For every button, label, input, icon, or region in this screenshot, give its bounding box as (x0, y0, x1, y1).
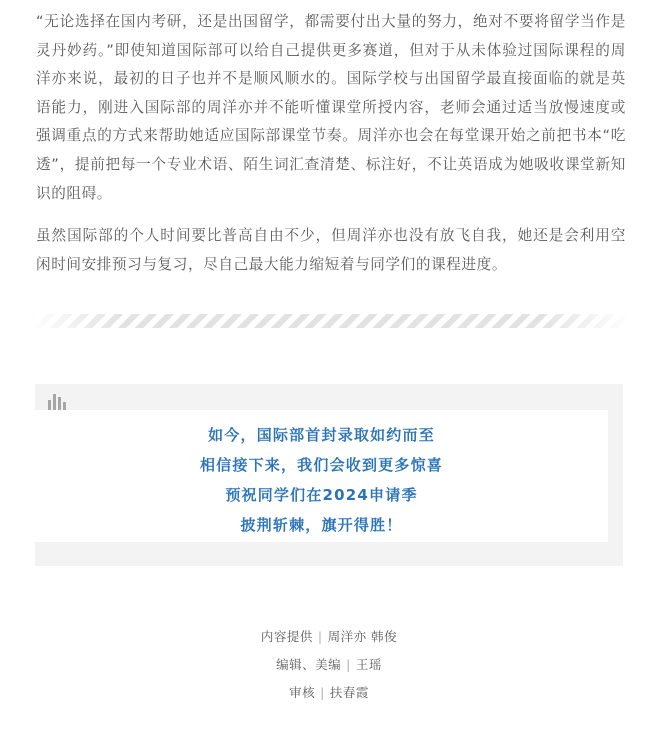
credit-content-label: 内容提供 (260, 629, 313, 644)
article-paragraph-1: “无论选择在国内考研，还是出国留学，都需要付出大量的努力，绝对不要将留学当作是灵丹妙药。”即使知道国际部可以给自己提供更多赛道，但对于从未体验过国际课程的周洋亦来说，最初的日子也并不是顺风顺水的。国际学校与出国留学最直接面临的就是英语能力，刚进入国际部的周洋亦并不能听懂课堂所授内容，老师会通过适当放慢速度或强调重点的方式来帮助她适应国际部课堂节奏。周洋亦也会在每堂课开始之前把书本“吃透”，提前把每一个专业术语、陌生词汇查清楚、标注好，不让英语成为她吸收课堂新知识的阻碍。 (36, 13, 626, 202)
credit-content: 内容提供 | 周洋亦 韩俊 (260, 629, 398, 644)
highlight-box-inner (35, 410, 608, 542)
bar-chart-icon (48, 392, 68, 410)
highlight-box (35, 384, 623, 566)
highlight-line-1: 如今，国际部首封录取如约而至 (208, 426, 435, 444)
highlight-line-3: 预祝同学们在2024申请季 (225, 486, 418, 504)
highlight-line-2: 相信接下来，我们会收到更多惊喜 (199, 456, 443, 474)
credit-editor-label: 编辑、美编 (276, 657, 342, 672)
credit-review-label: 审核 (289, 685, 316, 700)
credit-content-value: 周洋亦 韩俊 (327, 629, 398, 644)
credit-editor-value: 王瑶 (355, 657, 382, 672)
article-paragraph-2: 虽然国际部的个人时间要比普高自由不少，但周洋亦也没有放飞自我，她还是会利用空闲时间安排预习与复习，尽自己最大能力缩短着与同学们的课程进度。 (36, 227, 626, 273)
credit-review-value: 扶春霞 (329, 685, 369, 700)
striped-divider (30, 314, 630, 328)
highlight-line-4: 披荆斩棘，旗开得胜！ (240, 516, 403, 534)
credit-editor: 编辑、美编 | 王瑶 (276, 657, 382, 672)
credit-review: 审核 | 扶春霞 (289, 685, 369, 700)
